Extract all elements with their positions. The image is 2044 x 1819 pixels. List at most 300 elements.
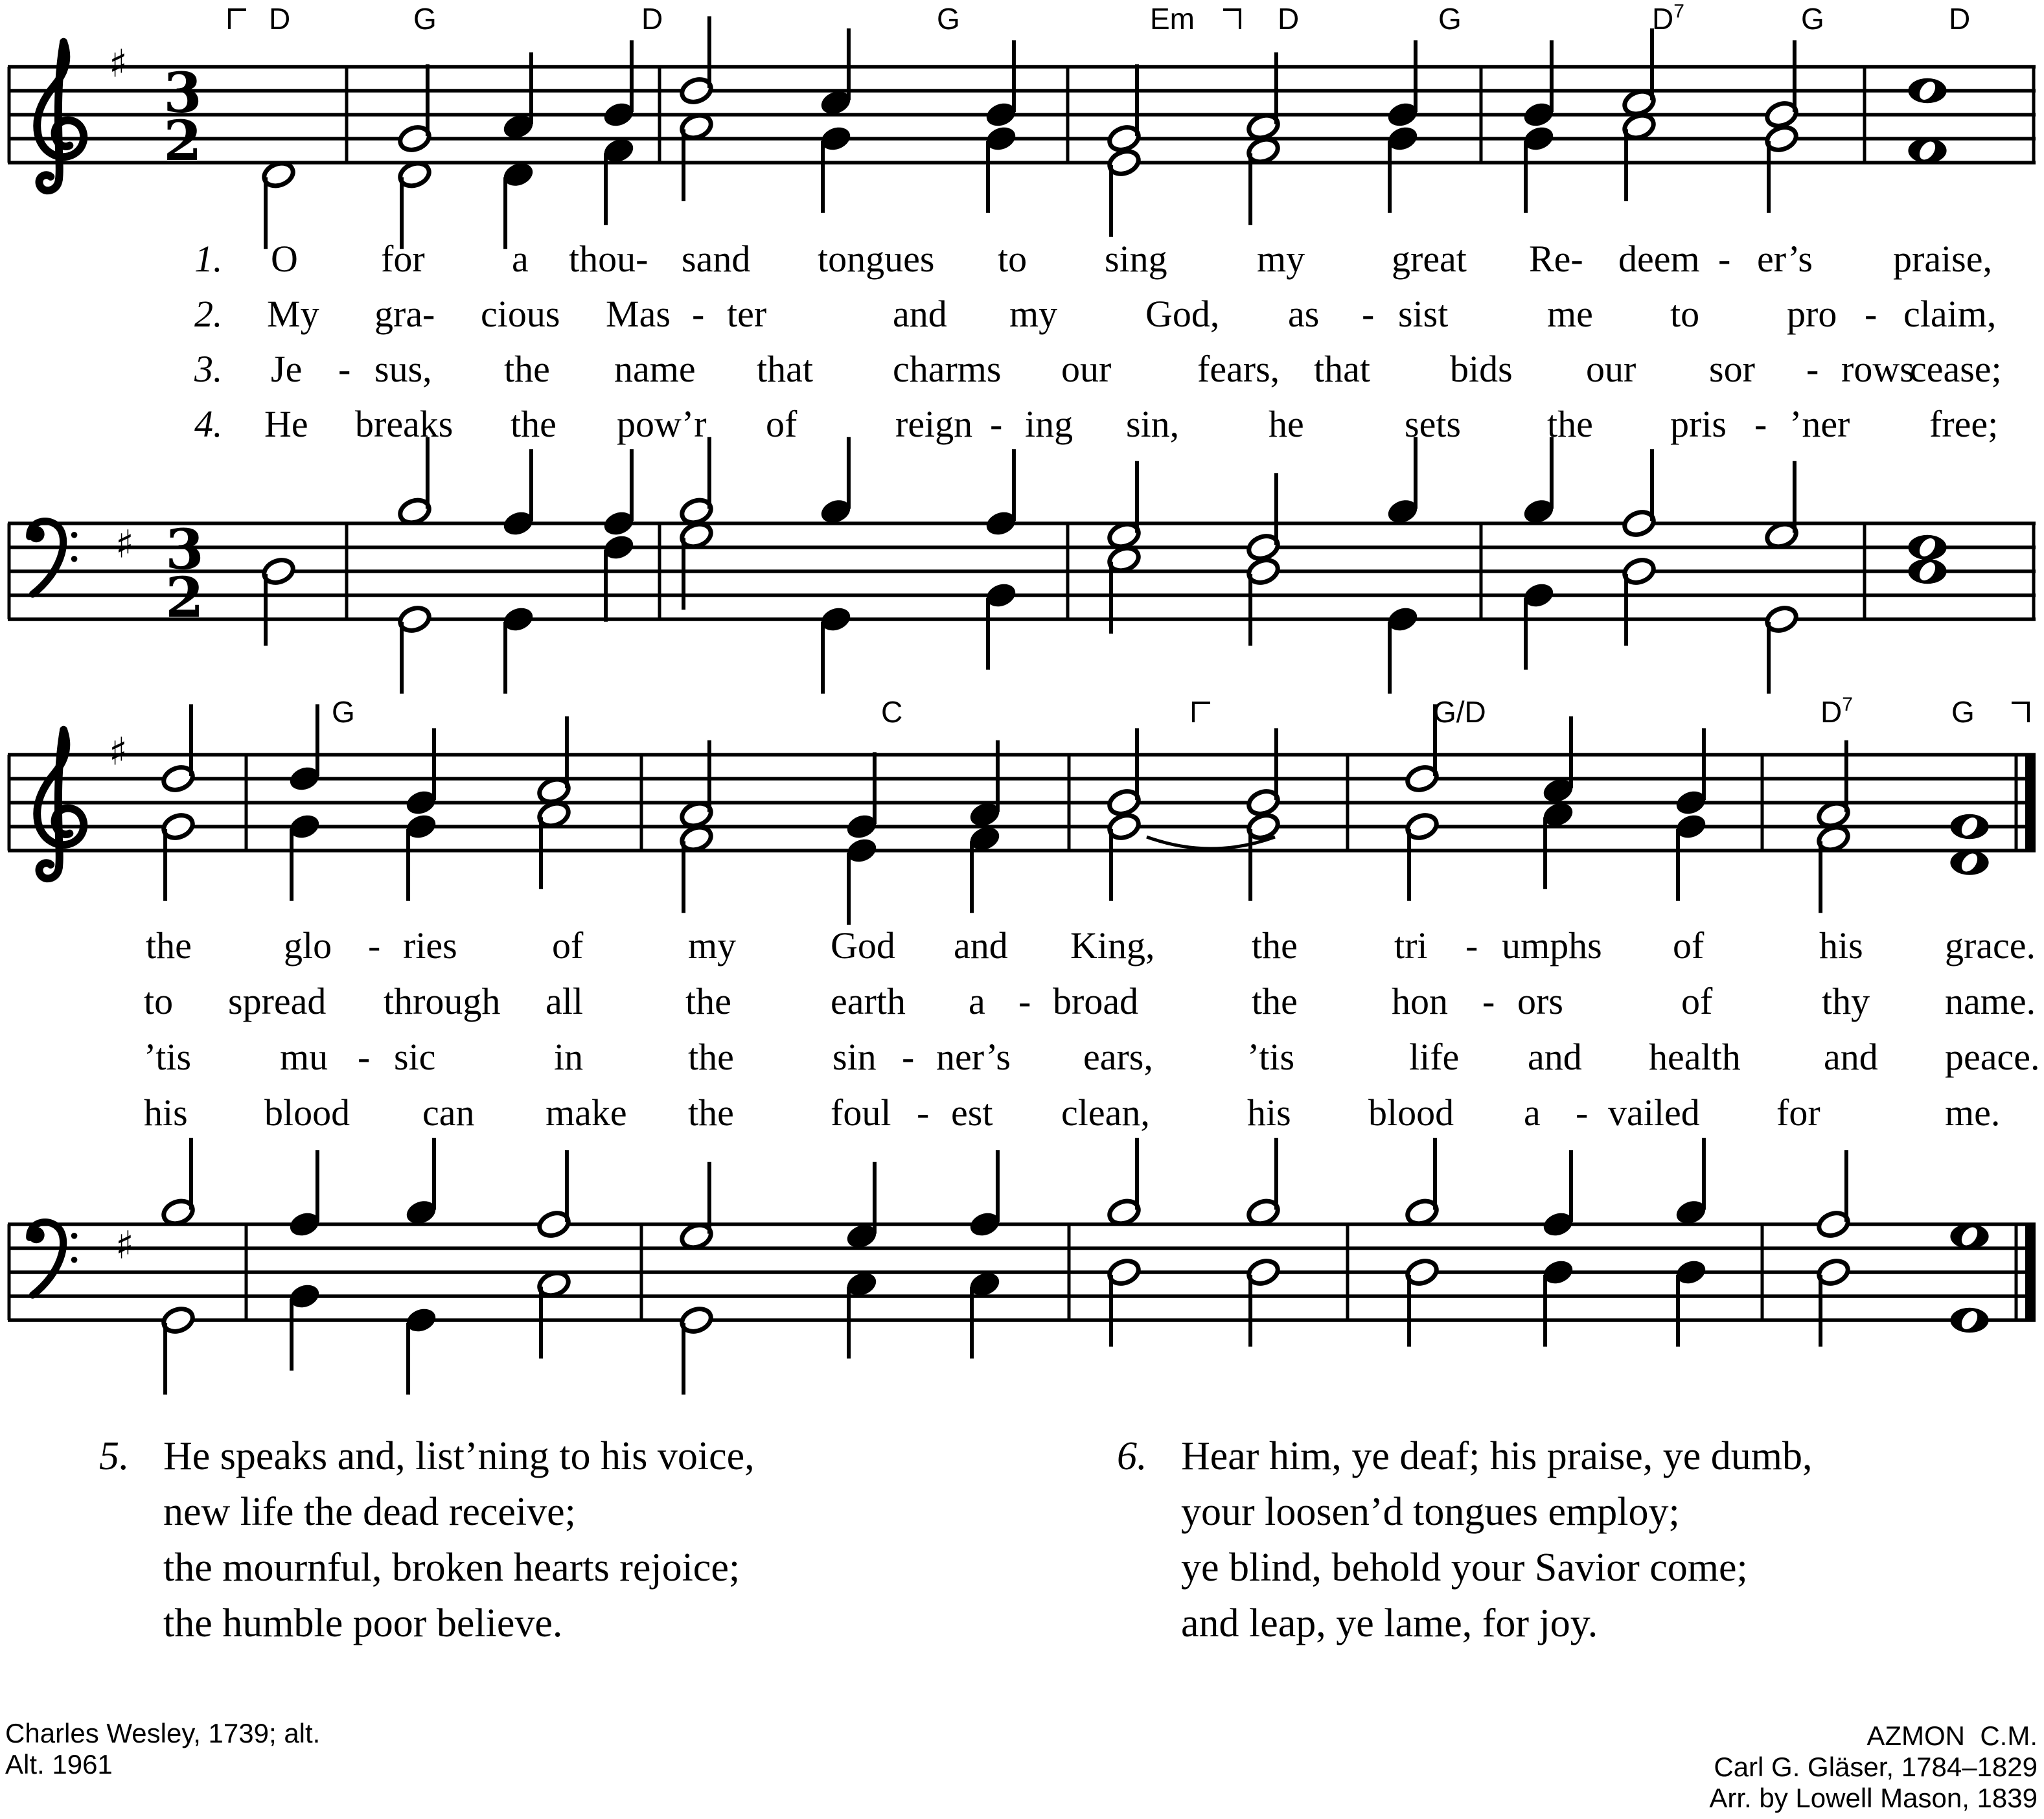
- half-note: [679, 823, 715, 854]
- bracket-close-icon: [1223, 8, 1241, 29]
- half-note: [1107, 788, 1142, 818]
- lyric-word: earth: [831, 980, 906, 1022]
- lyric-word: vailed: [1608, 1092, 1700, 1134]
- staff-lines: [8, 1224, 2036, 1320]
- half-note: [1246, 135, 1281, 166]
- lyric-word: -: [1362, 293, 1375, 335]
- lyric-word: hon: [1392, 980, 1448, 1022]
- quarter-note: [818, 87, 854, 118]
- lyric-word: Mas: [606, 293, 671, 335]
- half-note: [1622, 87, 1657, 118]
- key-signature-sharp: ♯: [115, 521, 134, 567]
- chord-symbol: [413, 4, 437, 34]
- lyric-word: sist: [1398, 293, 1449, 335]
- chord-label: D: [1820, 695, 1843, 729]
- stanza-number: 2.: [194, 293, 223, 335]
- half-note: [397, 159, 433, 190]
- lyric-word: ’tis: [1247, 1036, 1295, 1078]
- lyric-word: -: [692, 293, 705, 335]
- lyric-word: rows: [1841, 348, 1914, 390]
- quarter-note: [287, 1281, 323, 1312]
- lyric-word: that: [1314, 348, 1370, 390]
- lyric-word: reign: [895, 403, 973, 445]
- notes: [261, 16, 1947, 249]
- half-note: [679, 799, 715, 830]
- lyric-word: a: [512, 238, 529, 280]
- quarter-note: [501, 159, 536, 190]
- lyric-word: make: [545, 1092, 627, 1134]
- half-note: [1107, 148, 1142, 178]
- verse-line: He speaks and, list’ning to his voice,: [163, 1434, 755, 1478]
- lyric-word: his: [144, 1092, 188, 1134]
- lyric-word: thou-: [569, 238, 649, 280]
- bracket-open-icon: [1192, 702, 1210, 722]
- lyric-word: sus,: [374, 348, 432, 390]
- lyric-word: thy: [1822, 980, 1870, 1022]
- half-note: [1816, 1209, 1852, 1240]
- lyric-word: God: [831, 924, 895, 967]
- svg-text:3: 3: [165, 518, 204, 582]
- lyric-word: -: [1576, 1092, 1589, 1134]
- lyric-word: My: [267, 293, 319, 335]
- half-note: [536, 799, 572, 830]
- lyric-word: tongues: [818, 238, 935, 280]
- lyric-word: the: [685, 980, 731, 1022]
- verse-line: new life the dead receive;: [163, 1490, 576, 1534]
- notes: [161, 704, 1989, 924]
- half-note: [397, 496, 433, 527]
- lyric-word: ing: [1025, 403, 1074, 445]
- half-note: [1246, 1197, 1281, 1228]
- lyric-word: sin,: [1126, 403, 1180, 445]
- lyric-word: our: [1061, 348, 1112, 390]
- half-note: [161, 764, 196, 794]
- lyric-word: fears,: [1197, 348, 1280, 390]
- lyric-word: -: [917, 1092, 930, 1134]
- lyric-word: and: [954, 924, 1008, 967]
- chord-symbol: [1438, 4, 1462, 34]
- quarter-note: [1541, 1257, 1576, 1288]
- lyric-word: of: [552, 924, 584, 967]
- whole-note: [1950, 1308, 1988, 1333]
- lyric-word: -: [1806, 348, 1819, 390]
- quarter-note: [1541, 775, 1576, 806]
- half-note: [1107, 520, 1142, 551]
- time-signature: [165, 518, 203, 630]
- lyric-word: -: [338, 348, 351, 390]
- quarter-note: [1673, 1257, 1709, 1288]
- lyric-word: -: [358, 1036, 371, 1078]
- half-note: [261, 556, 297, 587]
- verse-number: 5.: [99, 1434, 130, 1478]
- lyric-word: to: [998, 238, 1028, 280]
- lyric-word: He: [264, 403, 308, 445]
- lyric-word: ner’s: [936, 1036, 1011, 1078]
- verse-line: the mournful, broken hearts rejoice;: [163, 1546, 741, 1590]
- lyric-word: breaks: [355, 403, 454, 445]
- quarter-note: [844, 1269, 880, 1299]
- lyric-word: as: [1288, 293, 1320, 335]
- treble-clef-icon: [37, 730, 84, 879]
- credit-tune-name: AZMON C.M.: [1866, 1721, 2038, 1751]
- quarter-note: [818, 604, 854, 635]
- stanza-number: 1.: [194, 238, 223, 280]
- half-note: [1622, 111, 1657, 142]
- quarter-note: [404, 1305, 439, 1336]
- staff-lines: [8, 523, 2036, 619]
- stanza-number: 3.: [194, 348, 223, 390]
- lyric-word: our: [1586, 348, 1636, 390]
- quarter-note: [844, 812, 880, 842]
- lyric-word: through: [384, 980, 501, 1022]
- half-note: [1405, 764, 1440, 794]
- whole-note: [1908, 559, 1946, 584]
- half-note: [1107, 1257, 1142, 1288]
- lyric-word: tri: [1394, 924, 1428, 967]
- lyric-word: est: [951, 1092, 993, 1134]
- lyric-word: mu: [280, 1036, 328, 1078]
- barlines: [9, 523, 2034, 619]
- lyric-word: his: [1819, 924, 1863, 967]
- chord-label: G/D: [1433, 695, 1486, 729]
- lyric-word: er’s: [1757, 238, 1813, 280]
- notes: [261, 437, 1947, 694]
- half-note: [1816, 1257, 1852, 1288]
- half-note: [1246, 788, 1281, 818]
- lyric-word: sing: [1105, 238, 1167, 280]
- half-note: [1405, 1197, 1440, 1228]
- lyric-word: me.: [1945, 1092, 2001, 1134]
- lyric-word: a: [1524, 1092, 1541, 1134]
- lyric-word: he: [1269, 403, 1304, 445]
- half-note: [1816, 823, 1852, 854]
- chord-symbol: [641, 4, 663, 34]
- staff-lines: [8, 67, 2036, 163]
- lyric-word: claim,: [1903, 293, 1997, 335]
- lyric-word: sand: [682, 238, 751, 280]
- svg-text:2: 2: [163, 109, 202, 174]
- lyric-word: the: [688, 1036, 734, 1078]
- lyric-word: blood: [264, 1092, 350, 1134]
- lyric-word: -: [902, 1036, 915, 1078]
- lyric-word: free;: [1929, 403, 1999, 445]
- chord-label: G: [413, 2, 437, 36]
- lyric-word: ter: [727, 293, 767, 335]
- lyric-word: pris: [1670, 403, 1727, 445]
- quarter-note: [501, 604, 536, 635]
- lyric-word: my: [1257, 238, 1305, 280]
- half-note: [679, 1305, 715, 1336]
- lyric-word: the: [688, 1092, 734, 1134]
- quarter-note: [983, 509, 1019, 539]
- lyric-word: ries: [403, 924, 457, 967]
- lyric-word: praise,: [1893, 238, 1992, 280]
- quarter-note: [1385, 496, 1421, 527]
- quarter-note: [1385, 124, 1421, 154]
- verse-number: 6.: [1117, 1434, 1147, 1478]
- key-signature-sharp: ♯: [109, 41, 128, 86]
- quarter-note: [983, 100, 1019, 130]
- verse-line: ye blind, behold your Savior come;: [1181, 1546, 1748, 1590]
- half-note: [161, 812, 196, 842]
- quarter-note: [967, 1269, 1003, 1299]
- whole-note: [1908, 138, 1946, 163]
- lyric-word: -: [990, 403, 1003, 445]
- lyric-word: name: [614, 348, 696, 390]
- verse-line: your loosen’d tongues employ;: [1181, 1490, 1680, 1534]
- quarter-note: [287, 1209, 323, 1240]
- lyric-word: spread: [228, 980, 327, 1022]
- chord-symbol: [269, 4, 290, 34]
- quarter-note: [1385, 100, 1421, 130]
- half-note: [1405, 812, 1440, 842]
- lyric-word: -: [1482, 980, 1495, 1022]
- half-note: [1622, 509, 1657, 539]
- half-note: [1246, 556, 1281, 587]
- half-note: [536, 775, 572, 806]
- half-note: [1405, 1257, 1440, 1288]
- lyric-word: blood: [1368, 1092, 1454, 1134]
- quarter-note: [983, 124, 1019, 154]
- quarter-note: [967, 1209, 1003, 1240]
- key-signature-sharp: ♯: [109, 729, 128, 774]
- chord-symbol: [881, 697, 902, 727]
- lyric-word: -: [368, 924, 381, 967]
- half-note: [397, 604, 433, 635]
- credit-arranger: Arr. by Lowell Mason, 1839: [1709, 1783, 2038, 1813]
- chord-label: G: [1438, 2, 1462, 36]
- lyric-word: -: [1718, 238, 1731, 280]
- quarter-note: [844, 1221, 880, 1252]
- lyric-word: God,: [1145, 293, 1220, 335]
- chord-seventh: 7: [1842, 694, 1853, 715]
- chord-label: D: [641, 2, 663, 36]
- chord-symbol: [1949, 4, 1970, 34]
- quarter-note: [501, 509, 536, 539]
- verse-line: and leap, ye lame, for joy.: [1181, 1601, 1598, 1645]
- quarter-note: [601, 532, 637, 563]
- quarter-note: [1521, 580, 1557, 611]
- quarter-note: [1673, 788, 1709, 818]
- half-note: [1246, 111, 1281, 142]
- bracket-close-icon: [2012, 702, 2030, 722]
- chord-bracket-open: [1192, 697, 1210, 727]
- bass-staff: [0, 1114, 2044, 1463]
- lyric-word: King,: [1070, 924, 1155, 967]
- lyric-word: clean,: [1061, 1092, 1150, 1134]
- lyric-word: foul: [831, 1092, 891, 1134]
- quarter-note: [287, 764, 323, 794]
- verse-line: the humble poor believe.: [163, 1601, 563, 1645]
- half-note: [679, 496, 715, 527]
- tie: [1147, 837, 1275, 849]
- half-note: [536, 1269, 572, 1299]
- chord-symbol: [332, 697, 355, 727]
- lyric-word: pow’r: [617, 403, 707, 445]
- lyric-word: for: [381, 238, 425, 280]
- time-signature: [163, 61, 201, 174]
- lyric-word: peace.: [1945, 1036, 2040, 1078]
- quarter-note: [601, 509, 637, 539]
- half-note: [161, 1197, 196, 1228]
- lyric-word: that: [757, 348, 813, 390]
- half-note: [679, 1221, 715, 1252]
- lyric-word: the: [511, 403, 557, 445]
- chord-label: D: [1652, 2, 1674, 36]
- chord-symbol: [937, 4, 960, 34]
- lyric-word: glo: [284, 924, 332, 967]
- lyric-word: great: [1392, 238, 1467, 280]
- lyric-word: ears,: [1083, 1036, 1153, 1078]
- lyric-word: -: [1865, 293, 1877, 335]
- lyric-word: charms: [893, 348, 1002, 390]
- half-note: [679, 76, 715, 106]
- lyric-word: in: [554, 1036, 584, 1078]
- lyric-word: bids: [1450, 348, 1513, 390]
- lyric-word: name.: [1945, 980, 2036, 1022]
- chord-label: G: [1801, 2, 1824, 36]
- lyric-word: gra-: [374, 293, 435, 335]
- half-note: [397, 124, 433, 154]
- lyric-word: sor: [1709, 348, 1755, 390]
- quarter-note: [1673, 812, 1709, 842]
- lyric-word: of: [1681, 980, 1713, 1022]
- whole-note: [1908, 535, 1946, 560]
- half-note: [1816, 799, 1852, 830]
- quarter-note: [983, 580, 1019, 611]
- lyric-word: cease;: [1910, 348, 2002, 390]
- chord-label: G: [332, 695, 355, 729]
- lyric-word: ’ner: [1789, 403, 1850, 445]
- quarter-note: [601, 135, 637, 166]
- half-note: [1246, 532, 1281, 563]
- lyric-word: -: [1754, 403, 1767, 445]
- lyric-word: sin: [833, 1036, 877, 1078]
- barlines: [9, 755, 2036, 851]
- lyric-word: grace.: [1945, 924, 2036, 967]
- svg-text:3: 3: [163, 61, 202, 126]
- half-note: [536, 1209, 572, 1240]
- half-note: [679, 111, 715, 142]
- half-note: [1246, 812, 1281, 842]
- quarter-note: [1521, 496, 1557, 527]
- lyric-word: and: [1528, 1036, 1582, 1078]
- lyric-word: of: [766, 403, 798, 445]
- chord-label: D: [1949, 2, 1971, 36]
- half-note: [1107, 812, 1142, 842]
- lyric-word: all: [545, 980, 583, 1022]
- quarter-note: [404, 1197, 439, 1228]
- lyric-word: -: [1018, 980, 1031, 1022]
- quarter-note: [601, 100, 637, 130]
- quarter-note: [844, 836, 880, 866]
- lyric-word: sets: [1405, 403, 1461, 445]
- half-note: [1246, 1257, 1281, 1288]
- barlines: [9, 67, 2034, 163]
- svg-text:2: 2: [165, 566, 204, 630]
- bracket-open-icon: [228, 8, 246, 29]
- chord-bracket-open: [228, 4, 246, 34]
- chord-bracket-close: [1223, 4, 1241, 34]
- credit-author-line: Charles Wesley, 1739; alt.: [5, 1718, 321, 1748]
- lyric-word: the: [1547, 403, 1593, 445]
- notes: [161, 1138, 1989, 1395]
- half-note: [1107, 544, 1142, 575]
- chord-seventh: 7: [1673, 1, 1684, 22]
- staff-lines: [8, 755, 2036, 851]
- lyric-word: the: [1252, 924, 1298, 967]
- credit-alt-line: Alt. 1961: [5, 1749, 113, 1779]
- bass-staff: [0, 413, 2044, 762]
- quarter-note: [818, 496, 854, 527]
- whole-note: [1950, 850, 1988, 875]
- lyric-word: my: [1009, 293, 1058, 335]
- quarter-note: [501, 111, 536, 142]
- quarter-note: [1521, 100, 1557, 130]
- chord-label: G: [1951, 695, 1975, 729]
- chord-label: D: [1278, 2, 1300, 36]
- lyric-word: cious: [481, 293, 560, 335]
- chord-label: Em: [1150, 2, 1195, 36]
- lyric-word: -: [1465, 924, 1478, 967]
- lyric-word: sic: [394, 1036, 436, 1078]
- lyric-word: pro: [1787, 293, 1837, 335]
- lyric-word: his: [1247, 1092, 1291, 1134]
- quarter-note: [1385, 604, 1421, 635]
- half-note: [1107, 124, 1142, 154]
- key-signature-sharp: ♯: [115, 1222, 134, 1268]
- half-note: [1764, 100, 1800, 130]
- lyric-word: can: [422, 1092, 475, 1134]
- half-note: [1107, 1197, 1142, 1228]
- lyric-word: ors: [1517, 980, 1563, 1022]
- lyric-word: life: [1409, 1036, 1460, 1078]
- lyric-word: and: [1824, 1036, 1878, 1078]
- lyric-word: for: [1776, 1092, 1820, 1134]
- lyric-word: Je: [271, 348, 303, 390]
- whole-note: [1908, 78, 1946, 103]
- lyric-word: my: [688, 924, 737, 967]
- chord-symbol: [1652, 1, 1684, 38]
- lyric-word: deem: [1618, 238, 1700, 280]
- lyric-word: to: [144, 980, 174, 1022]
- chord-symbol: [1801, 4, 1824, 34]
- quarter-note: [818, 124, 854, 154]
- chord-bracket-close: [2012, 697, 2030, 727]
- chord-label: C: [881, 695, 903, 729]
- lyric-word: ’tis: [144, 1036, 192, 1078]
- quarter-note: [404, 788, 439, 818]
- chord-symbol: [1278, 4, 1299, 34]
- quarter-note: [967, 799, 1003, 830]
- half-note: [1764, 124, 1800, 154]
- verse-line: Hear him, ye deaf; his praise, ye dumb,: [1181, 1434, 1813, 1478]
- lyric-word: to: [1670, 293, 1700, 335]
- lyric-word: the: [504, 348, 550, 390]
- credit-composer: Carl G. Gläser, 1784–1829: [1714, 1752, 2038, 1782]
- half-note: [1622, 556, 1657, 587]
- lyric-word: health: [1649, 1036, 1741, 1078]
- half-note: [161, 1305, 196, 1336]
- half-note: [1764, 604, 1800, 635]
- lyric-word: the: [1252, 980, 1298, 1022]
- quarter-note: [1541, 1209, 1576, 1240]
- chord-label: D: [269, 2, 291, 36]
- lyric-word: the: [146, 924, 192, 967]
- quarter-note: [287, 812, 323, 842]
- bass-clef-icon: [29, 521, 78, 595]
- whole-note: [1950, 1224, 1988, 1248]
